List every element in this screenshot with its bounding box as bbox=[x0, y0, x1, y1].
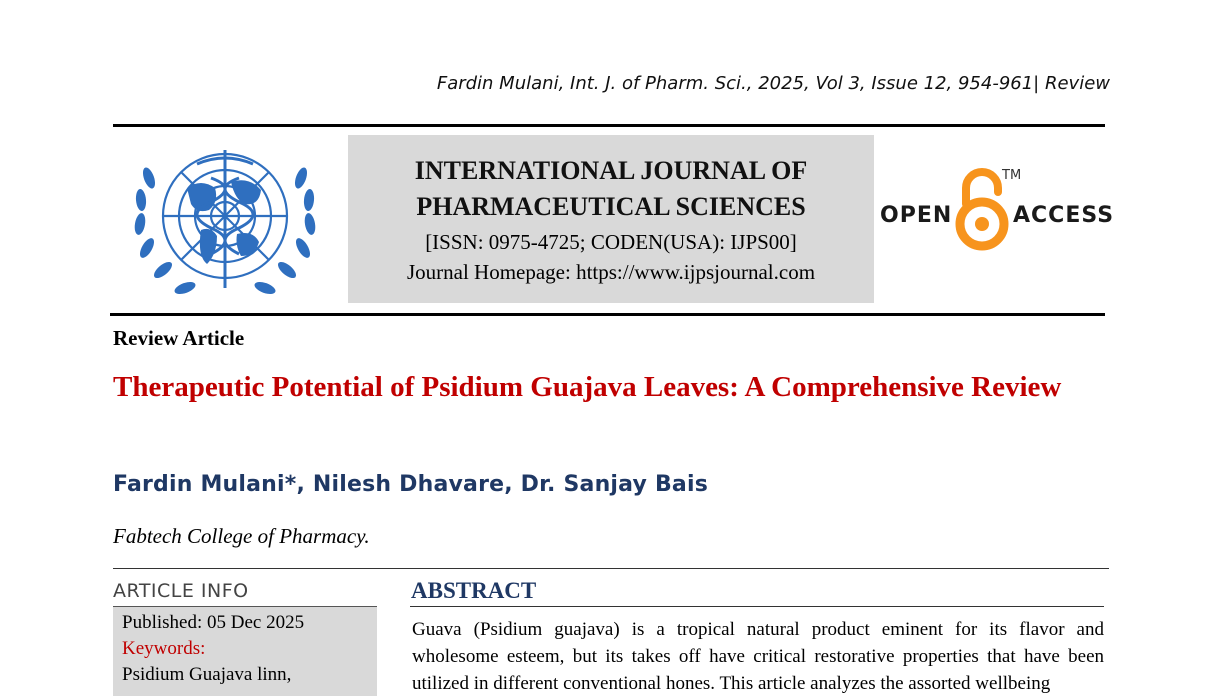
journal-emblem-icon bbox=[127, 138, 323, 306]
journal-title-box bbox=[348, 135, 874, 303]
affiliation: Fabtech College of Pharmacy. bbox=[113, 524, 370, 548]
article-info-box bbox=[113, 606, 377, 696]
header-rule-bottom bbox=[110, 313, 1105, 316]
section-divider bbox=[113, 568, 1109, 569]
author-list: Fardin Mulani*, Nilesh Dhavare, Dr. Sanjay Bais bbox=[113, 472, 708, 497]
journal-issn: [ISSN: 0975-4725; CODEN(USA): IJPS00] bbox=[425, 230, 797, 254]
keywords-label: Keywords: bbox=[122, 638, 206, 659]
keywords-value: Psidium Guajava linn, bbox=[122, 664, 292, 685]
header-rule-top bbox=[113, 124, 1105, 127]
abstract-heading: ABSTRACT bbox=[411, 578, 537, 603]
citation-header: Fardin Mulani, Int. J. of Pharm. Sci., 2025, Vol 3, Issue 12, 954-961| Review bbox=[436, 73, 1110, 94]
open-access-logo bbox=[880, 166, 1115, 252]
abstract-text: Guava (Psidium guajava) is a tropical natural product eminent for its flavor and wholesome esteem, but its takes off have critical restorative properties that have been utilized in different conventional hones. This article analyzes the assorted wellbeing bbox=[412, 619, 1104, 694]
article-title: Therapeutic Potential of Psidium Guajava Leaves: A Comprehensive Review bbox=[113, 371, 1062, 403]
open-access-open-label: OPEN bbox=[880, 203, 953, 228]
trademark-label: TM bbox=[1002, 168, 1022, 183]
journal-name: INTERNATIONAL JOURNAL OF PHARMACEUTICAL SCIENCES bbox=[414, 156, 808, 221]
article-type: Review Article bbox=[113, 326, 245, 350]
published-date: Published: 05 Dec 2025 bbox=[122, 612, 305, 633]
open-access-access-label: ACCESS bbox=[1013, 203, 1115, 228]
journal-homepage: Journal Homepage: https://www.ijpsjournal.com bbox=[406, 260, 816, 284]
article-info-heading: ARTICLE INFO bbox=[113, 580, 249, 602]
abstract-rule bbox=[410, 606, 1104, 607]
